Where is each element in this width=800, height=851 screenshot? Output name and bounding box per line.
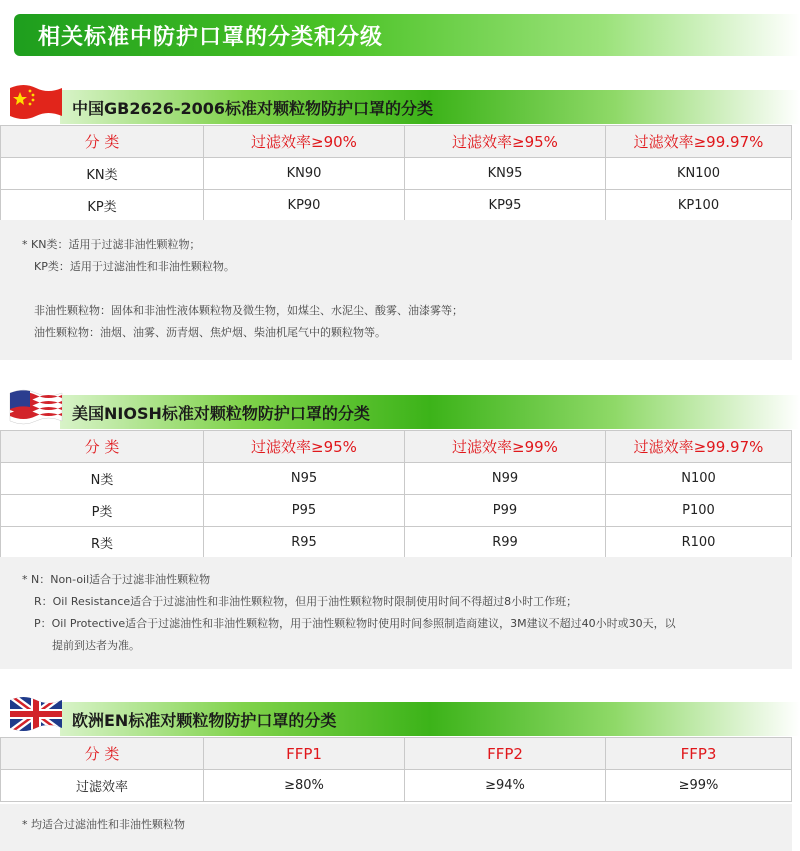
standard-table: [0, 430, 792, 559]
section-title: 中国GB2626-2006标准对颗粒物防护口罩的分类: [72, 99, 434, 118]
table-header-row: [1, 738, 792, 770]
note-line: 提前到达者为准。: [52, 639, 140, 652]
note-line: * 均适合过滤油性和非油性颗粒物: [22, 818, 185, 831]
section-china: [0, 80, 800, 339]
note-line: R：Oil Resistance适合于过滤油性和非油性颗粒物，但用于油性颗粒物时限制使用时间不得超过8小时工作班；: [34, 595, 578, 608]
usa-flag-icon: [6, 385, 66, 429]
table-cell: KN95: [405, 158, 606, 190]
table-cell: N100: [606, 463, 792, 495]
table-header-cell: 过滤效率≥99%: [405, 431, 606, 463]
section-header: [0, 80, 800, 130]
table-header-row: [1, 126, 792, 158]
top-banner: [0, 0, 800, 64]
table-cell: R95: [204, 527, 405, 559]
table-cell: P类: [1, 495, 204, 527]
table-header-cell: FFP3: [606, 738, 792, 770]
table-cell: 过滤效率: [1, 770, 204, 802]
table-cell: N类: [1, 463, 204, 495]
section-header: [0, 692, 800, 742]
section-eu: [0, 692, 800, 831]
standard-table: [0, 125, 792, 222]
note-line: KP类：适用于过滤油性和非油性颗粒物。: [34, 260, 235, 273]
table-header-cell: 分 类: [1, 126, 204, 158]
table-cell: P100: [606, 495, 792, 527]
table-row: [1, 770, 792, 802]
table-cell: ≥94%: [405, 770, 606, 802]
table-row: [1, 190, 792, 222]
section-title: 美国NIOSH标准对颗粒物防护口罩的分类: [72, 404, 370, 423]
table-header-cell: 过滤效率≥99.97%: [606, 126, 792, 158]
note-line: P：Oil Protective适合于过滤油性和非油性颗粒物，用于油性颗粒物时使用时间参照制造商建议，3M建议不超过40小时或30天，以: [34, 617, 676, 630]
table-header-cell: FFP1: [204, 738, 405, 770]
table-cell: KP类: [1, 190, 204, 222]
table-header-cell: 过滤效率≥95%: [204, 431, 405, 463]
table-row: [1, 495, 792, 527]
table-cell: ≥80%: [204, 770, 405, 802]
page-title: 相关标准中防护口罩的分类和分级: [38, 25, 384, 50]
uk-flag-icon: [6, 692, 66, 736]
standard-table: [0, 737, 792, 802]
table-cell: KN100: [606, 158, 792, 190]
table-row: [1, 158, 792, 190]
table-header-cell: 过滤效率≥99.97%: [606, 431, 792, 463]
section-title: 欧洲EN标准对颗粒物防护口罩的分类: [72, 711, 337, 730]
note-line: * KN类：适用于过滤非油性颗粒物；: [22, 238, 201, 251]
table-cell: KN类: [1, 158, 204, 190]
section-usa: [0, 385, 800, 652]
table-cell: P95: [204, 495, 405, 527]
table-cell: KP100: [606, 190, 792, 222]
note-line: 油性颗粒物：油烟、油雾、沥青烟、焦炉烟、柴油机尾气中的颗粒物等。: [34, 326, 386, 339]
table-row: [1, 463, 792, 495]
table-header-cell: 过滤效率≥90%: [204, 126, 405, 158]
table-cell: R99: [405, 527, 606, 559]
note-line: [22, 278, 463, 300]
notes-box: [0, 220, 792, 360]
notes-box: [0, 804, 792, 851]
table-cell: ≥99%: [606, 770, 792, 802]
table-header-cell: FFP2: [405, 738, 606, 770]
section-header: [0, 385, 800, 435]
table-row: [1, 527, 792, 559]
table-cell: N95: [204, 463, 405, 495]
table-cell: KP95: [405, 190, 606, 222]
table-header-cell: 分 类: [1, 738, 204, 770]
table-cell: N99: [405, 463, 606, 495]
china-flag-icon: [6, 80, 66, 124]
note-line: * N：Non-oil适合于过滤非油性颗粒物: [22, 573, 211, 586]
table-cell: R100: [606, 527, 792, 559]
table-cell: KN90: [204, 158, 405, 190]
table-cell: R类: [1, 527, 204, 559]
table-cell: P99: [405, 495, 606, 527]
table-cell: KP90: [204, 190, 405, 222]
note-line: 非油性颗粒物：固体和非油性液体颗粒物及微生物，如煤尘、水泥尘、酸雾、油漆雾等；: [34, 304, 463, 317]
table-header-cell: 分 类: [1, 431, 204, 463]
notes-box: [0, 557, 792, 669]
table-header-cell: 过滤效率≥95%: [405, 126, 606, 158]
table-header-row: [1, 431, 792, 463]
